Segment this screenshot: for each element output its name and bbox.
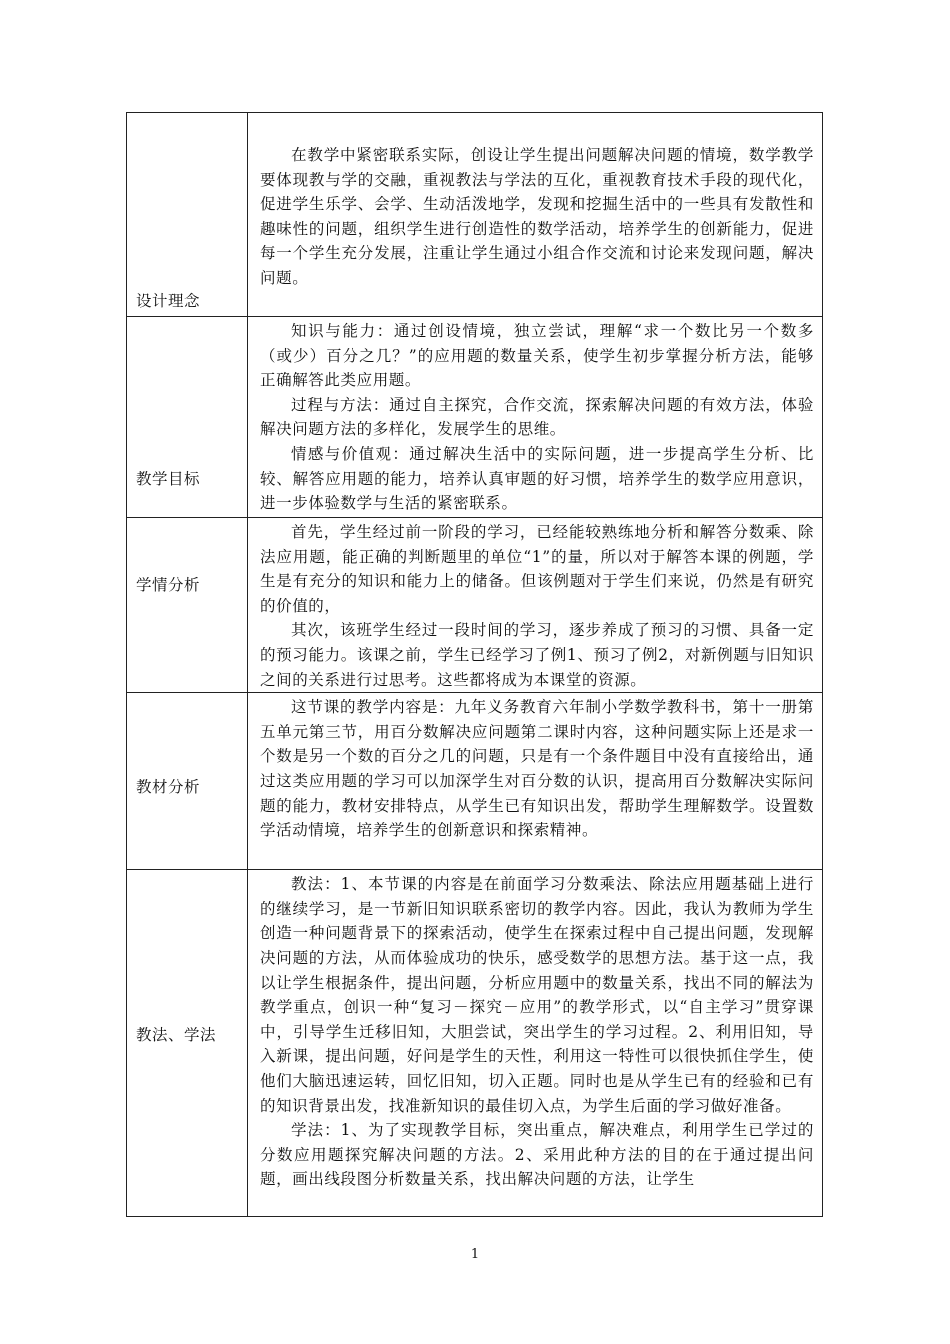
- paragraph: 首先，学生经过前一阶段的学习，已经能较熟练地分析和解答分数乘、除法应用题，能正确的判断题里的单位“1”的量，所以对于解答本课的例题，学生是有充分的知识和能力上的储备。但该例题对于学生们来说，仍然是有研究的价值的，: [260, 523, 814, 615]
- row-learner-analysis: [127, 518, 823, 693]
- row-teaching-learning-methods: [127, 870, 823, 1217]
- label-cell: [127, 518, 248, 693]
- content-cell: [248, 113, 823, 317]
- paragraph: 在教学中紧密联系实际，创设让学生提出问题解决问题的情境，数学教学要体现教与学的交融，重视教法与学法的互化，重视教育技术手段的现代化，促进学生乐学、会学、生动活泼地学，发现和挖掘生活中的一些具有发散性和趣味性的问题，组织学生进行创造性的数学活动，培养学生的创新能力，促进每一个学生充分发展，注重让学生通过小组合作交流和讨论来发现问题，解决问题。: [260, 146, 814, 287]
- row-textbook-analysis: [127, 693, 823, 870]
- paragraph: 学法：1、为了实现教学目标，突出重点，解决难点，利用学生已学过的分数应用题探究解决问题的方法。2、采用此种方法的目的在于通过提出问题，画出线段图分析数量关系，找出解决问题的方法，让学生: [260, 1121, 814, 1189]
- row-label: 教学目标: [136, 470, 201, 488]
- row-label: 学情分析: [136, 576, 201, 594]
- paragraph: 过程与方法：通过自主探究，合作交流，探索解决问题的有效方法，体验解决问题方法的多样化，发展学生的思维。: [260, 395, 814, 439]
- row-design-concept: [127, 113, 823, 317]
- page-number: 1: [470, 1247, 480, 1262]
- paragraph: 其次，该班学生经过一段时间的学习，逐步养成了预习的习惯、具备一定的预习能力。该课之前，学生已经学习了例1、预习了例2，对新例题与旧知识之间的关系进行过思考。这些都将成为本课堂的资源。: [260, 621, 814, 689]
- label-cell: [127, 317, 248, 518]
- content-cell: [248, 693, 823, 870]
- lesson-plan-table: [126, 112, 823, 1217]
- content-cell: [248, 317, 823, 518]
- paragraph: 这节课的教学内容是：九年义务教育六年制小学数学教科书，第十一册第五单元第三节，用百分数解决应问题第二课时内容，这种问题实际上还是求一个数是另一个数的百分之几的问题，只是有一个条件题目中没有直接给出，通过这类应用题的学习可以加深学生对百分数的认识，提高用百分数解决实际问题的能力，教材安排特点，从学生已有知识出发，帮助学生理解数学。设置数学活动情境，培养学生的创新意识和探索精神。: [260, 698, 814, 840]
- paragraph: 知识与能力：通过创设情境，独立尝试，理解“求一个数比另一个数多（或少）百分之几？”的应用题的数量关系，使学生初步掌握分析方法，能够正确解答此类应用题。: [260, 322, 814, 390]
- row-label: 教法、学法: [136, 1026, 217, 1045]
- row-teaching-objectives: [127, 317, 823, 518]
- row-label: 设计理念: [136, 292, 201, 310]
- row-label: 教材分析: [136, 778, 201, 797]
- content-cell: [248, 518, 823, 693]
- paragraph: 教法：1、本节课的内容是在前面学习分数乘法、除法应用题基础上进行的继续学习，是一节新旧知识联系密切的教学内容。因此，我认为教师为学生创造一种问题背景下的探索活动，使学生在探索过程中自己提出问题，发现解决问题的方法，从而体验成功的快乐，感受数学的思想方法。基于这一点，我以让学生根据条件，提出问题，分析应用题中的数量关系，找出不同的解法为教学重点，创识一种“复习－探究－应用”的教学形式，以“自主学习”贯穿课中，引导学生迁移旧知，大胆尝试，突出学生的学习过程。2、利用旧知，导入新课，提出问题，好问是学生的天性，利用这一特性可以很快抓住学生，使他们大脑迅速运转，回忆旧知，切入正题。同时也是从学生已有的经验和已有的知识背景出发，找准新知识的最佳切入点，为学生后面的学习做好准备。: [260, 875, 814, 1115]
- content-cell: [248, 870, 823, 1217]
- label-cell: [127, 870, 248, 1217]
- label-cell: [127, 113, 248, 317]
- paragraph: 情感与价值观：通过解决生活中的实际问题，进一步提高学生分析、比较、解答应用题的能力，培养认真审题的好习惯，培养学生的数学应用意识，进一步体验数学与生活的紧密联系。: [260, 444, 814, 513]
- label-cell: [127, 693, 248, 870]
